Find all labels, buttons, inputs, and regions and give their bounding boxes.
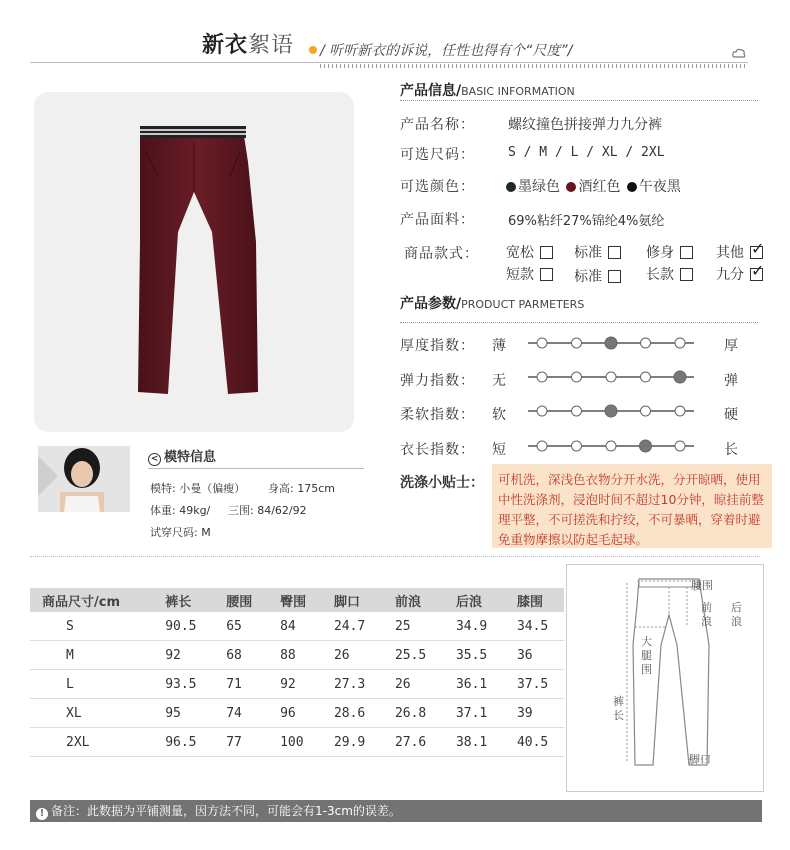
table-cell: 71 [212,670,266,699]
param-label: 厚度指数： [400,338,475,354]
table-cell: 93.5 [151,670,212,699]
model-info-heading [148,446,216,466]
model-weight: 体重: 49kg/ [150,504,211,517]
diagram-length-label: 裤长 [613,695,624,722]
color-swatch [627,182,637,192]
table-cell: 26 [381,670,442,699]
page-subtitle: / 听听新衣的诉说，任性也得有个“尺度”/ [320,43,573,59]
table-header: 臀围 [266,588,320,612]
section-divider [30,556,760,557]
table-cell: 40.5 [503,728,564,757]
pants-image [34,92,354,432]
table-cell: XL [30,699,151,728]
model-height: 身高: 175cm [268,482,335,495]
table-cell: 88 [266,641,320,670]
color-swatch [566,182,576,192]
size-table [30,588,564,757]
slider-dot [537,338,547,348]
style-option-label: 短款 [506,267,534,283]
accent-dot [309,46,317,54]
param-max: 厚 [724,338,738,354]
slider-dot [572,441,582,451]
color-options [506,176,681,196]
table-cell: 90.5 [151,612,212,641]
style-option[interactable] [716,264,763,284]
param-max: 弹 [724,373,738,389]
basic-info-heading-en: BASIC INFORMATION [461,85,575,98]
style-option[interactable] [506,264,553,284]
note-bar [30,800,762,822]
param-label: 弹力指数： [400,373,475,389]
table-header: 后浪 [442,588,503,612]
param-max: 长 [724,442,738,458]
color-swatch [506,182,516,192]
param-slider [526,404,696,418]
param-slider [526,370,696,384]
cloud-icon [732,48,746,58]
params-heading [400,293,584,313]
table-header: 裤长 [151,588,212,612]
style-option[interactable] [646,242,693,262]
style-option-label: 修身 [646,245,674,261]
table-cell: 84 [266,612,320,641]
table-cell: 100 [266,728,320,757]
table-cell: 95 [151,699,212,728]
care-text: 可机洗，深浅色衣物分开水洗，分开晾晒，使用中性洗涤剂，浸泡时间不超过10分钟，晾挂前整理平整，不可搓洗和拧绞，不可暴晒，穿着时避免重物摩擦以防起毛起球。 [492,464,772,548]
slider-dot [537,406,547,416]
slider-dot [606,441,616,451]
note-text: 备注：此数据为平铺测量，因方法不同，可能会有1-3cm的误差。 [51,804,401,818]
table-cell: 26.8 [381,699,442,728]
slider-dot [572,406,582,416]
section-divider [400,322,758,323]
diagram-hem-label: 脚口 [689,753,711,766]
style-option-label: 标准 [574,245,602,261]
table-cell: 96 [266,699,320,728]
table-header: 脚口 [320,588,381,612]
params-heading-cn: 产品参数/ [400,296,462,312]
table-cell: 25 [381,612,442,641]
param-min: 软 [492,407,506,423]
checkbox[interactable] [608,270,621,283]
slider-dot-active [605,405,617,417]
table-row [30,670,564,699]
product-name-label: 产品名称： [400,117,475,133]
diagram-thigh-label: 大腿围 [641,635,652,676]
product-name-value: 螺纹撞色拼接弹力九分裤 [508,117,662,133]
slider-dot [572,338,582,348]
table-cell: L [30,670,151,699]
slider-dot [537,441,547,451]
color-name: 午夜黑 [638,179,681,195]
table-cell: 37.1 [442,699,503,728]
model-measurements: 三围: 84/62/92 [228,504,307,517]
slider-dot [537,372,547,382]
section-divider [400,100,758,101]
model-portrait-icon [38,446,130,512]
back-arrow-icon: < [148,453,161,466]
sizes-value: S / M / L / XL / 2XL [508,145,665,160]
slider-dot [675,441,685,451]
table-cell: 68 [212,641,266,670]
table-header: 腰围 [212,588,266,612]
slider-dot [572,372,582,382]
table-cell: 28.6 [320,699,381,728]
table-cell: 77 [212,728,266,757]
diagram-back-rise-label: 后浪 [731,601,742,628]
param-min: 短 [492,442,506,458]
table-cell: 38.1 [442,728,503,757]
diagram-waist-label: 腰围 [691,579,713,592]
table-header: 膝围 [503,588,564,612]
style-option-label: 其他 [716,245,744,261]
table-cell: 27.6 [381,728,442,757]
param-label: 柔软指数： [400,407,475,423]
table-header-row [30,588,564,612]
table-cell: 65 [212,612,266,641]
model-name: 模特: 小曼（偏瘦） [150,482,246,495]
slider-dot [675,406,685,416]
style-option[interactable] [646,264,693,284]
param-min: 无 [492,373,506,389]
checkbox[interactable] [540,246,553,259]
sizes-label: 可选尺码： [400,147,475,163]
style-option-label: 标准 [574,269,602,285]
checkbox[interactable] [540,268,553,281]
table-cell: 2XL [30,728,151,757]
table-row [30,728,564,757]
model-divider [148,468,364,469]
pants-outline [567,565,763,791]
slider-dot-active [640,440,652,452]
table-cell: 25.5 [381,641,442,670]
checkbox[interactable] [680,246,693,259]
fabric-label: 产品面料： [400,212,475,228]
table-cell: 92 [151,641,212,670]
param-slider [526,336,696,350]
slider-dot-active [674,371,686,383]
style-option[interactable] [574,266,621,286]
model-heading-text: 模特信息 [164,450,217,465]
table-cell: 35.5 [442,641,503,670]
basic-info-heading-cn: 产品信息/ [400,83,462,99]
table-cell: 74 [212,699,266,728]
color-name: 墨绿色 [518,179,560,195]
title-bold: 新衣 [202,33,249,58]
style-option[interactable] [506,242,553,262]
table-cell: 26 [320,641,381,670]
table-row [30,699,564,728]
checkbox-checked[interactable] [750,246,763,259]
checkbox[interactable] [680,268,693,281]
diagram-front-rise-label: 前浪 [701,601,712,628]
checkbox-checked[interactable] [750,268,763,281]
table-cell: 34.5 [503,612,564,641]
slider-dot-active [605,337,617,349]
table-cell: 92 [266,670,320,699]
page-title [202,28,294,59]
param-slider [526,439,696,453]
table-cell: 37.5 [503,670,564,699]
table-row [30,612,564,641]
table-cell: 96.5 [151,728,212,757]
header-hatch [320,64,745,68]
param-label: 衣长指数： [400,442,475,458]
table-cell: 34.9 [442,612,503,641]
header-divider [30,62,748,63]
basic-info-heading [400,80,575,100]
table-cell: 27.3 [320,670,381,699]
style-label: 商品款式： [404,246,479,262]
care-label: 洗涤小贴士： [400,475,484,491]
table-cell: S [30,612,151,641]
style-option[interactable] [716,242,763,262]
table-cell: 39 [503,699,564,728]
slider-dot [606,372,616,382]
table-cell: 36.1 [442,670,503,699]
params-heading-en: PRODUCT PARMETERS [461,298,585,311]
param-max: 硬 [724,407,738,423]
table-header: 商品尺寸/cm [30,588,151,612]
table-cell: 24.7 [320,612,381,641]
slider-dot [641,372,651,382]
slider-dot [641,338,651,348]
style-option[interactable] [574,242,621,262]
color-name: 酒红色 [578,179,621,195]
measurement-diagram [566,564,764,792]
model-photo [38,446,130,512]
style-option-label: 宽松 [506,245,534,261]
style-option-label: 长款 [646,267,674,283]
colors-label: 可选颜色： [400,179,475,195]
table-cell: M [30,641,151,670]
table-cell: 36 [503,641,564,670]
slider-dot [641,406,651,416]
checkbox[interactable] [608,246,621,259]
style-option-label: 九分 [716,267,744,283]
table-cell: 29.9 [320,728,381,757]
model-size: 试穿尺码: M [150,526,211,539]
table-row [30,641,564,670]
slider-dot [675,338,685,348]
title-light: 絮语 [248,33,295,58]
info-icon: ! [36,808,48,820]
fabric-value: 69%粘纤27%锦纶4%氨纶 [508,214,665,229]
param-min: 薄 [492,338,506,354]
table-header: 前浪 [381,588,442,612]
